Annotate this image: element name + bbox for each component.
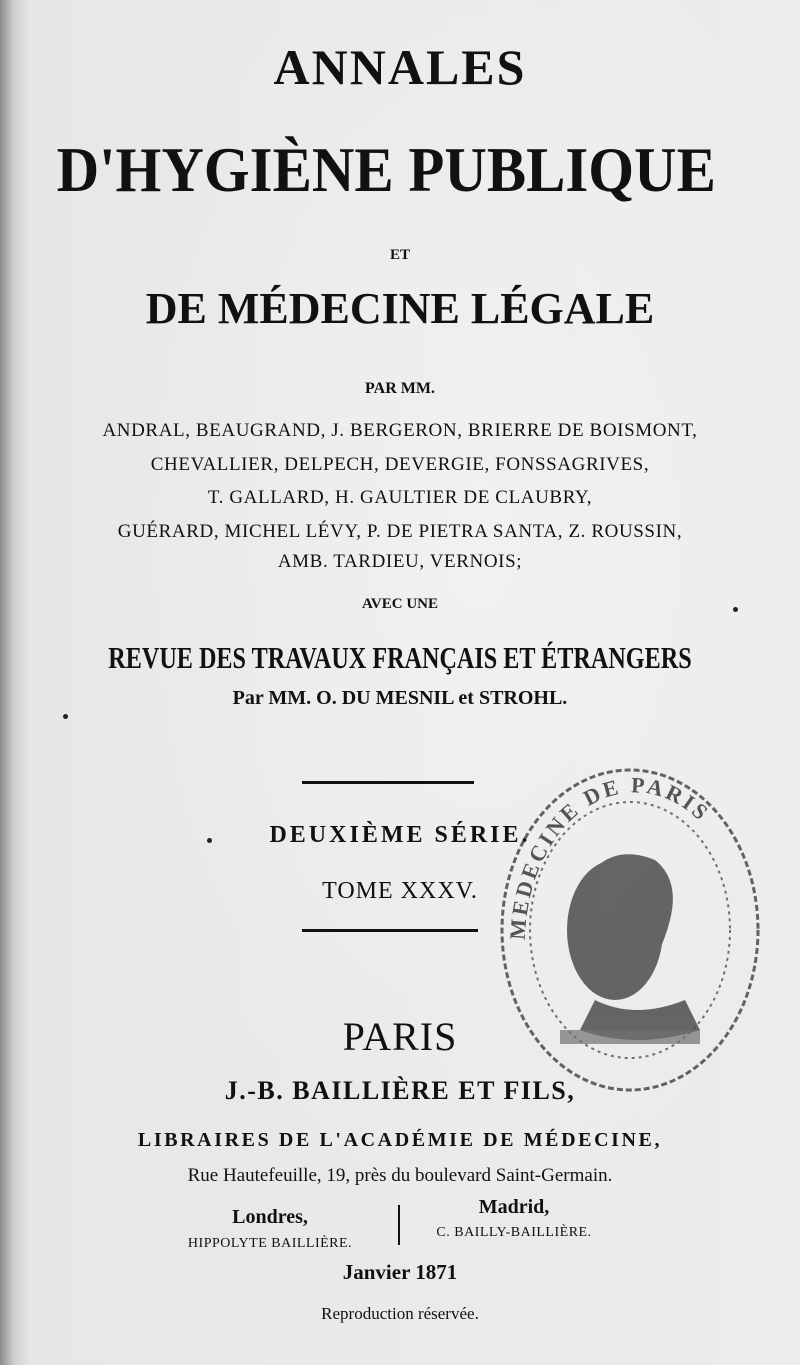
- authors-line: T. GALLARD, H. GAULTIER DE CLAUBRY,: [207, 487, 593, 508]
- title-line-hygiene-text: D'HYGIÈNE PUBLIQUE: [56, 134, 716, 205]
- speck-mark: [63, 714, 68, 719]
- imprint-date: Janvier 1871: [342, 1260, 458, 1284]
- review-title: [0, 640, 800, 676]
- authors-intro: PAR MM.: [365, 380, 435, 397]
- branch-publisher-london: HIPPOLYTE BAILLIÈRE.: [187, 1236, 353, 1251]
- imprint-city: PARIS: [342, 1014, 458, 1059]
- authors-line: CHEVALLIER, DELPECH, DEVERGIE, FONSSAGRIVES,: [150, 454, 650, 475]
- branch-publisher-madrid: C. BAILLY-BAILLIÈRE.: [436, 1225, 592, 1240]
- tome-label: TOME XXXV.: [322, 878, 478, 904]
- imprint-publisher: J.-B. BAILLIÈRE ET FILS,: [224, 1076, 576, 1105]
- imprint-rights: Reproduction réservée.: [321, 1304, 479, 1323]
- review-title-text: REVUE DES TRAVAUX FRANÇAIS ET ÉTRANGERS: [108, 640, 692, 675]
- branch-city-london: Londres,: [232, 1206, 308, 1228]
- imprint-description: LIBRAIRES DE L'ACADÉMIE DE MÉDECINE,: [137, 1129, 663, 1151]
- speck-mark: [207, 838, 212, 843]
- title-conjunction: ET: [389, 247, 410, 263]
- series-label: DEUXIÈME SÉRIE.: [269, 822, 531, 848]
- title-line-hygiene: [0, 133, 786, 207]
- review-editors: Par MM. O. DU MESNIL et STROHL.: [232, 687, 568, 709]
- review-intro: AVEC UNE: [362, 596, 438, 612]
- imprint-address: Rue Hautefeuille, 19, près du boulevard Saint-Germain.: [187, 1165, 613, 1186]
- title-line-annales: ANNALES: [273, 39, 527, 95]
- authors-line: GUÉRARD, MICHEL LÉVY, P. DE PIETRA SANTA, Z. ROUSSIN,: [117, 521, 683, 542]
- branch-city-madrid: Madrid,: [478, 1196, 550, 1218]
- speck-mark: [733, 607, 738, 612]
- authors-line: ANDRAL, BEAUGRAND, J. BERGERON, BRIERRE DE BOISMONT,: [102, 420, 698, 441]
- divider-rule-bottom: [302, 929, 478, 932]
- title-line-medecine: DE MÉDECINE LÉGALE: [145, 284, 655, 333]
- divider-rule-top: [302, 781, 474, 784]
- stamp-inscription: MEDECINE DE PARIS: [504, 772, 716, 941]
- authors-line: AMB. TARDIEU, VERNOIS;: [277, 551, 523, 572]
